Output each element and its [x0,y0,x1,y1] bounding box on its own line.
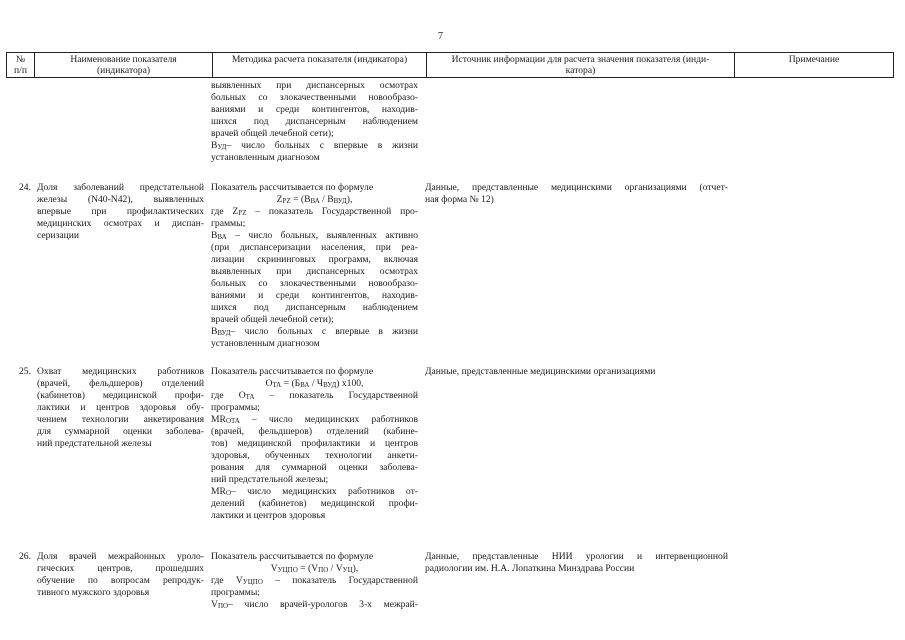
row-25-method: Показатель рассчитывается по формуле $O_{TA} = (Б_{ВА} / Ч_{ВУД})$ х100, где $O_{TA}$ – показатель Государственной программы; $MR_{OTA}$ – число медицинских работников (врачей, фельдшеров) отделений (кабине- тов) медицинской профилактики и центров здоровья, обученных технологии анкети- рования для суммарной оценки заболева- ний предстательной железы; $MR_O-$ число медицинских работников от- делений (кабинетов) медицинской профи- лактики и центров здоровья [211,366,418,521]
row-25-name: Охват медицинских работников (врачей, фельдшеров) отделений (кабинетов) медицинской профи- лактики и центров здоровья обу- чением технологии анкетирования для суммарной оценки заболева- ний предстательной железы [37,366,204,449]
row-25-number: 25. [19,366,31,377]
row-26-source: Данные, представленные НИИ урологии и интервенционной радиологии им. Н.А. Лопаткина Минздрава России [425,551,728,574]
continuation-method: выявленных при диспансерных осмотрах больных со злокачественными новообразо- ваниями и среди контингентов, находив- шихся под диспансерным наблюдением врачей общей лечебной сети); $В_{УД}-$ число больных с впервые в жизни установленным диагнозом [211,80,418,163]
row-26-method: Показатель рассчитывается по формуле $V_{УЦПО} = (V_{ПО} / V_{УЦ})$, где $V_{УЦПО}$ – показатель Государственной программы; $V_{ПО}-$ число врачей-урологов 3-х межрай- [211,551,418,610]
row-26-formula: $V_{УЦПО} = (V_{ПО} / V_{УЦ})$, [270,563,359,574]
row-25-source: Данные, представленные медицинскими организациями [425,366,656,377]
table-header [6,52,894,78]
header-col-method: Методика расчета показателя (индикатора) [212,53,426,77]
row-26-number: 26. [19,551,31,562]
header-col-note: Примечание [734,53,894,77]
row-24-formula: $Z_{PZ} = (В_{ВА} / В_{ВУД})$, [276,194,353,205]
page-number: 7 [438,31,443,42]
row-24-method: Показатель рассчитывается по формуле $Z_{PZ} = (В_{ВА} / В_{ВУД})$, где $Z_{PZ}$ – показатель Государственной про- граммы; $В_{ВА}$ – число больных, выявленных активно (при диспансеризации населения, при реа- лизации скрининговых программ, включая выявленных при диспансерных осмотрах больных со злокачественными новообразо- ваниями и среди контингентов, находив- шихся под диспансерным наблюдением врачей общей лечебной сети); $В_{ВУД}-$ число больных с впервые в жизни установленным диагнозом [211,182,419,349]
header-col-name: Наименование показателя (индикатора) [34,53,212,77]
header-col-source: Источник информации для расчета значения показателя (инди- катора) [426,53,734,77]
header-col-num: № п/п [6,53,34,77]
row-24-number: 24. [19,182,31,193]
row-26-name: Доля врачей межрайонных уроло- гических центров, прошедших обучение по вопросам репродук- тивного мужского здоровья [37,551,204,598]
row-24-name: Доля заболеваний предстательной железы (N40-N42), выявленных впервые при профилактических медицинских осмотрах и диспан- серизации [37,182,204,241]
row-25-formula: $O_{TA} = (Б_{ВА} / Ч_{ВУД})$ х100, [265,378,364,389]
row-24-source: Данные, представленные медицинскими организациями (отчет- ная форма № 12) [425,182,728,205]
